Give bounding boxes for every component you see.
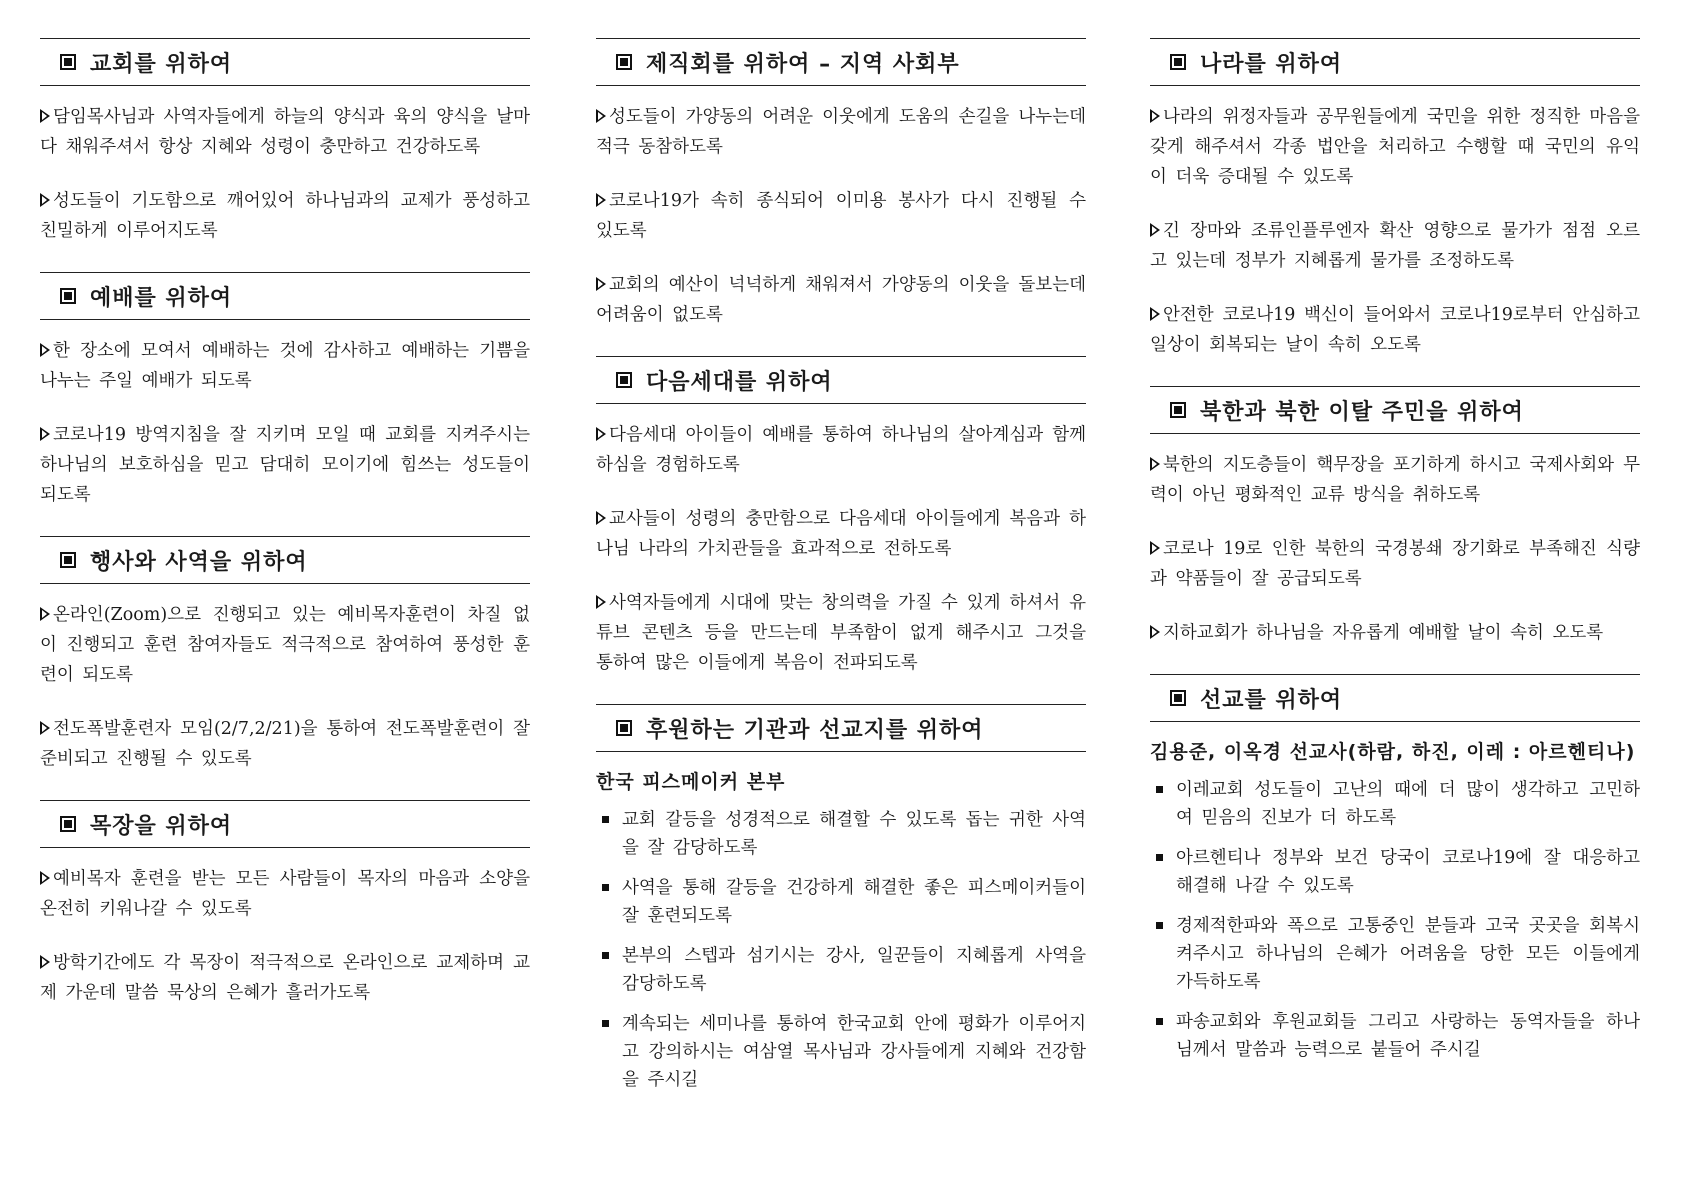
- section-deacons-community: [596, 38, 1086, 330]
- section-title: 북한과 북한 이탈 주민을 위하여: [1200, 399, 1524, 425]
- section-header: [1150, 674, 1640, 722]
- section-header: [40, 536, 530, 584]
- prayer-item: 지하교회가 하나님을 자유롭게 예배할 날이 속히 오도록: [1150, 618, 1640, 648]
- prayer-item: 코로나19 방역지침을 잘 지키며 모일 때 교회를 지켜주시는 하나님의 보호하심을 믿고 담대히 모이기에 힘쓰는 성도들이 되도록: [40, 425, 530, 505]
- triangle-bullet-icon: [1150, 457, 1160, 471]
- prayer-item: 긴 장마와 조류인플루엔자 확산 영향으로 물가가 점점 오르고 있는데 정부가 지혜롭게 물가를 조정하도록: [1150, 221, 1640, 271]
- missionary-name: 김용준, 이옥경 선교사(하람, 하진, 이레 : 아르헨티나): [1150, 741, 1636, 763]
- section-title: 후원하는 기관과 선교지를 위하여: [646, 717, 984, 743]
- prayer-bullet: 계속되는 세미나를 통하여 한국교회 안에 평화가 이루어지고 강의하시는 여삼열 목사님과 강사들에게 지혜와 건강함을 주시길: [596, 1010, 1086, 1094]
- triangle-bullet-icon: [596, 595, 606, 609]
- section-title: 예배를 위하여: [90, 285, 233, 311]
- prayer-item: 코로나 19로 인한 북한의 국경봉쇄 장기화로 부족해진 식량과 약품들이 잘 공급되도록: [1150, 539, 1640, 589]
- section-church: [40, 38, 530, 246]
- organization-name: 한국 피스메이커 본부: [596, 771, 786, 793]
- section-missions: [1150, 674, 1640, 1064]
- prayer-item: 전도폭발훈련자 모임(2/7,2/21)을 통하여 전도폭발훈련이 잘 준비되고 진행될 수 있도록: [40, 719, 530, 769]
- prayer-item: 나라의 위정자들과 공무원들에게 국민을 위한 정직한 마음을 갖게 해주셔서 각종 법안을 처리하고 수행할 때 국민의 유익이 더욱 증대될 수 있도록: [1150, 107, 1640, 187]
- prayer-item: 성도들이 기도함으로 깨어있어 하나님과의 교제가 풍성하고 친밀하게 이루어지도록: [40, 191, 530, 241]
- section-title: 행사와 사역을 위하여: [90, 549, 308, 575]
- column-right: [1150, 38, 1640, 1090]
- triangle-bullet-icon: [40, 721, 50, 735]
- column-left: [40, 38, 530, 1034]
- prayer-bullet: 파송교회와 후원교회들 그리고 사랑하는 동역자들을 하나님께서 말씀과 능력으로 붙들어 주시길: [1150, 1008, 1640, 1064]
- section-header: [596, 38, 1086, 86]
- section-header: [1150, 386, 1640, 434]
- section-title: 선교를 위하여: [1200, 687, 1343, 713]
- prayer-item: 예비목자 훈련을 받는 모든 사람들이 목자의 마음과 소양을 온전히 키워나갈 수 있도록: [40, 869, 530, 919]
- section-small-groups: [40, 800, 530, 1008]
- square-bullet-icon: [60, 54, 76, 70]
- square-bullet-icon: [616, 372, 632, 388]
- square-bullet-icon: [1156, 786, 1163, 793]
- column-middle: [596, 38, 1086, 1120]
- triangle-bullet-icon: [1150, 223, 1160, 237]
- square-bullet-icon: [60, 816, 76, 832]
- section-title: 다음세대를 위하여: [646, 369, 833, 395]
- triangle-bullet-icon: [40, 607, 50, 621]
- prayer-item: 교회의 예산이 넉넉하게 채워져서 가양동의 이웃을 돌보는데 어려움이 없도록: [596, 275, 1086, 325]
- triangle-bullet-icon: [40, 193, 50, 207]
- prayer-bullet: 본부의 스텝과 섬기시는 강사, 일꾼들이 지혜롭게 사역을 감당하도록: [596, 942, 1086, 998]
- square-bullet-icon: [616, 720, 632, 736]
- square-bullet-icon: [1170, 402, 1186, 418]
- square-bullet-icon: [1170, 54, 1186, 70]
- square-bullet-icon: [602, 884, 609, 891]
- square-bullet-icon: [1156, 1018, 1163, 1025]
- triangle-bullet-icon: [40, 955, 50, 969]
- square-bullet-icon: [1156, 922, 1163, 929]
- section-header: [40, 800, 530, 848]
- section-nation: [1150, 38, 1640, 360]
- prayer-item: 안전한 코로나19 백신이 들어와서 코로나19로부터 안심하고 일상이 회복되는 날이 속히 오도록: [1150, 305, 1640, 355]
- triangle-bullet-icon: [1150, 307, 1160, 321]
- section-worship: [40, 272, 530, 510]
- square-bullet-icon: [602, 816, 609, 823]
- prayer-item: 북한의 지도층들이 핵무장을 포기하게 하시고 국제사회와 무력이 아닌 평화적인 교류 방식을 취하도록: [1150, 455, 1640, 505]
- square-bullet-icon: [602, 1020, 609, 1027]
- section-supported-missions: [596, 704, 1086, 1094]
- prayer-item: 사역자들에게 시대에 맞는 창의력을 가질 수 있게 하셔서 유튜브 콘텐츠 등을 만드는데 부족함이 없게 해주시고 그것을 통하여 많은 이들에게 복음이 전파되도록: [596, 593, 1086, 673]
- prayer-item: 온라인(Zoom)으로 진행되고 있는 예비목자훈련이 차질 없이 진행되고 훈련 참여자들도 적극적으로 참여하여 풍성한 훈련이 되도록: [40, 605, 530, 685]
- triangle-bullet-icon: [40, 109, 50, 123]
- section-next-generation: [596, 356, 1086, 678]
- prayer-item: 코로나19가 속히 종식되어 이미용 봉사가 다시 진행될 수 있도록: [596, 191, 1086, 241]
- square-bullet-icon: [60, 552, 76, 568]
- section-title: 목장을 위하여: [90, 813, 233, 839]
- triangle-bullet-icon: [596, 109, 606, 123]
- triangle-bullet-icon: [596, 511, 606, 525]
- triangle-bullet-icon: [1150, 109, 1160, 123]
- triangle-bullet-icon: [40, 427, 50, 441]
- prayer-item: 한 장소에 모여서 예배하는 것에 감사하고 예배하는 기쁨을 나누는 주일 예배가 되도록: [40, 341, 530, 391]
- section-events-ministry: [40, 536, 530, 774]
- section-header: [40, 38, 530, 86]
- prayer-item: 교사들이 성령의 충만함으로 다음세대 아이들에게 복음과 하나님 나라의 가치관들을 효과적으로 전하도록: [596, 509, 1086, 559]
- triangle-bullet-icon: [596, 193, 606, 207]
- section-header: [596, 356, 1086, 404]
- prayer-bullet: 교회 갈등을 성경적으로 해결할 수 있도록 돕는 귀한 사역을 잘 감당하도록: [596, 806, 1086, 862]
- prayer-bullet: 이레교회 성도들이 고난의 때에 더 많이 생각하고 고민하여 믿음의 진보가 더 하도록: [1150, 776, 1640, 832]
- triangle-bullet-icon: [40, 343, 50, 357]
- prayer-bullet: 아르헨티나 정부와 보건 당국이 코로나19에 잘 대응하고 해결해 나갈 수 있도록: [1150, 844, 1640, 900]
- triangle-bullet-icon: [596, 277, 606, 291]
- section-title: 교회를 위하여: [90, 51, 233, 77]
- prayer-item: 방학기간에도 각 목장이 적극적으로 온라인으로 교제하며 교제 가운데 말씀 묵상의 은혜가 흘러가도록: [40, 953, 530, 1003]
- triangle-bullet-icon: [40, 871, 50, 885]
- square-bullet-icon: [1156, 854, 1163, 861]
- section-title: 제직회를 위하여 – 지역 사회부: [646, 51, 960, 77]
- prayer-item: 담임목사님과 사역자들에게 하늘의 양식과 육의 양식을 날마다 채워주셔서 항상 지혜와 성령이 충만하고 건강하도록: [40, 107, 530, 157]
- square-bullet-icon: [60, 288, 76, 304]
- prayer-item: 다음세대 아이들이 예배를 통하여 하나님의 살아계심과 함께하심을 경험하도록: [596, 425, 1086, 475]
- square-bullet-icon: [1170, 690, 1186, 706]
- prayer-bullet: 경제적한파와 폭으로 고통중인 분들과 고국 곳곳을 회복시켜주시고 하나님의 은혜가 어려움을 당한 모든 이들에게 가득하도록: [1150, 912, 1640, 996]
- section-header: [1150, 38, 1640, 86]
- prayer-bullet: 사역을 통해 갈등을 건강하게 해결한 좋은 피스메이커들이 잘 훈련되도록: [596, 874, 1086, 930]
- section-north-korea: [1150, 386, 1640, 648]
- square-bullet-icon: [602, 952, 609, 959]
- triangle-bullet-icon: [1150, 625, 1160, 639]
- triangle-bullet-icon: [596, 427, 606, 441]
- square-bullet-icon: [616, 54, 632, 70]
- section-header: [596, 704, 1086, 752]
- section-header: [40, 272, 530, 320]
- section-title: 나라를 위하여: [1200, 51, 1343, 77]
- prayer-item: 성도들이 가양동의 어려운 이웃에게 도움의 손길을 나누는데 적극 동참하도록: [596, 107, 1086, 157]
- triangle-bullet-icon: [1150, 541, 1160, 555]
